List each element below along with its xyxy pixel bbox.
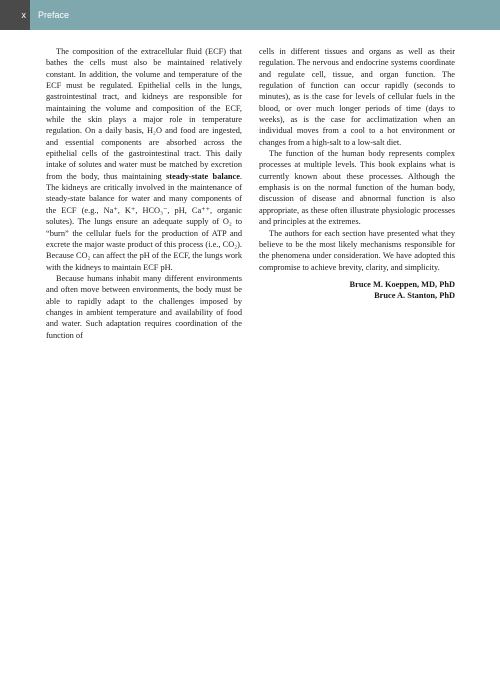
section-title: Preface: [38, 10, 70, 20]
paragraph-continued: cells in different tissues and organs as well as their regulation. The nervous and endocrine systems coordinate and regulate cell, tissue, and organ function. The regulation of function can occur rapidly (seconds to minutes), as is the case for levels of cellular fuels in the blood, or over much longer periods of time (days to weeks), as is the case for acclimatization when an individual moves from a cool to a hot environment or changes from a high-salt to a low-salt diet.: [259, 47, 455, 147]
page-number: x: [21, 10, 26, 20]
paragraph: Because humans inhabit many different environments and often move between environments, the body must be able to rapidly adapt to the challenges imposed by changes in ambient temperature and availability of food and water. Such adaptation requires coordination of the function of: [46, 273, 242, 340]
bold-term: steady-state balance: [166, 171, 240, 181]
paragraph-text: . The kidneys are critically involved in the maintenance of steady-state balance for water and many components of the ECF (e.g., Na⁺, K⁺, HCO₃⁻, pH, Ca⁺⁺, organic solutes). The lungs ensure an adequate supply of O₂ to “burn” the cellular fuels for the production of ATP and excrete the major waste product of this process (i.e., CO₂). Because CO₂ can affect the pH of the ECF, the lungs work with the kidneys to maintain ECF pH.: [46, 171, 243, 272]
right-column: [259, 46, 455, 302]
paragraph: [46, 46, 242, 273]
left-column: [46, 46, 242, 341]
paragraph-text: The composition of the extracellular fluid (ECF) that bathes the cells must also be maintained relatively constant. In addition, the volume and temperature of the ECF must be regulated. Epithelial cells in the lungs, gastrointestinal tract, and kidneys are responsible for maintaining the volume and composition of the ECF, while the skin plays a major role in temperature regulation. On a daily basis, H₂O and food are ingested, and essential components are absorbed across the epithelial cells of the gastrointestinal tract. This daily intake of solutes and water must be matched by excretion from the body, thus maintaining: [46, 47, 242, 181]
author-signatures: [259, 279, 455, 302]
paragraph: The authors for each section have presented what they believe to be the most likely mechanisms responsible for the phenomena under consideration. We have adopted this compromise to achieve brevity, clarity, and simplicity.: [259, 228, 455, 272]
paragraph: The function of the human body represents complex processes at multiple levels. This book explains what is currently known about these processes. Although the emphasis is on the normal function of the human body, discussion of disease and abnormal function is also appropriate, as these often illustrate physiologic processes and principles at the extremes.: [259, 149, 455, 227]
author-name: Bruce M. Koeppen, MD, PhD: [349, 279, 455, 289]
running-header: [0, 0, 500, 30]
author-name: Bruce A. Stanton, PhD: [374, 291, 455, 301]
